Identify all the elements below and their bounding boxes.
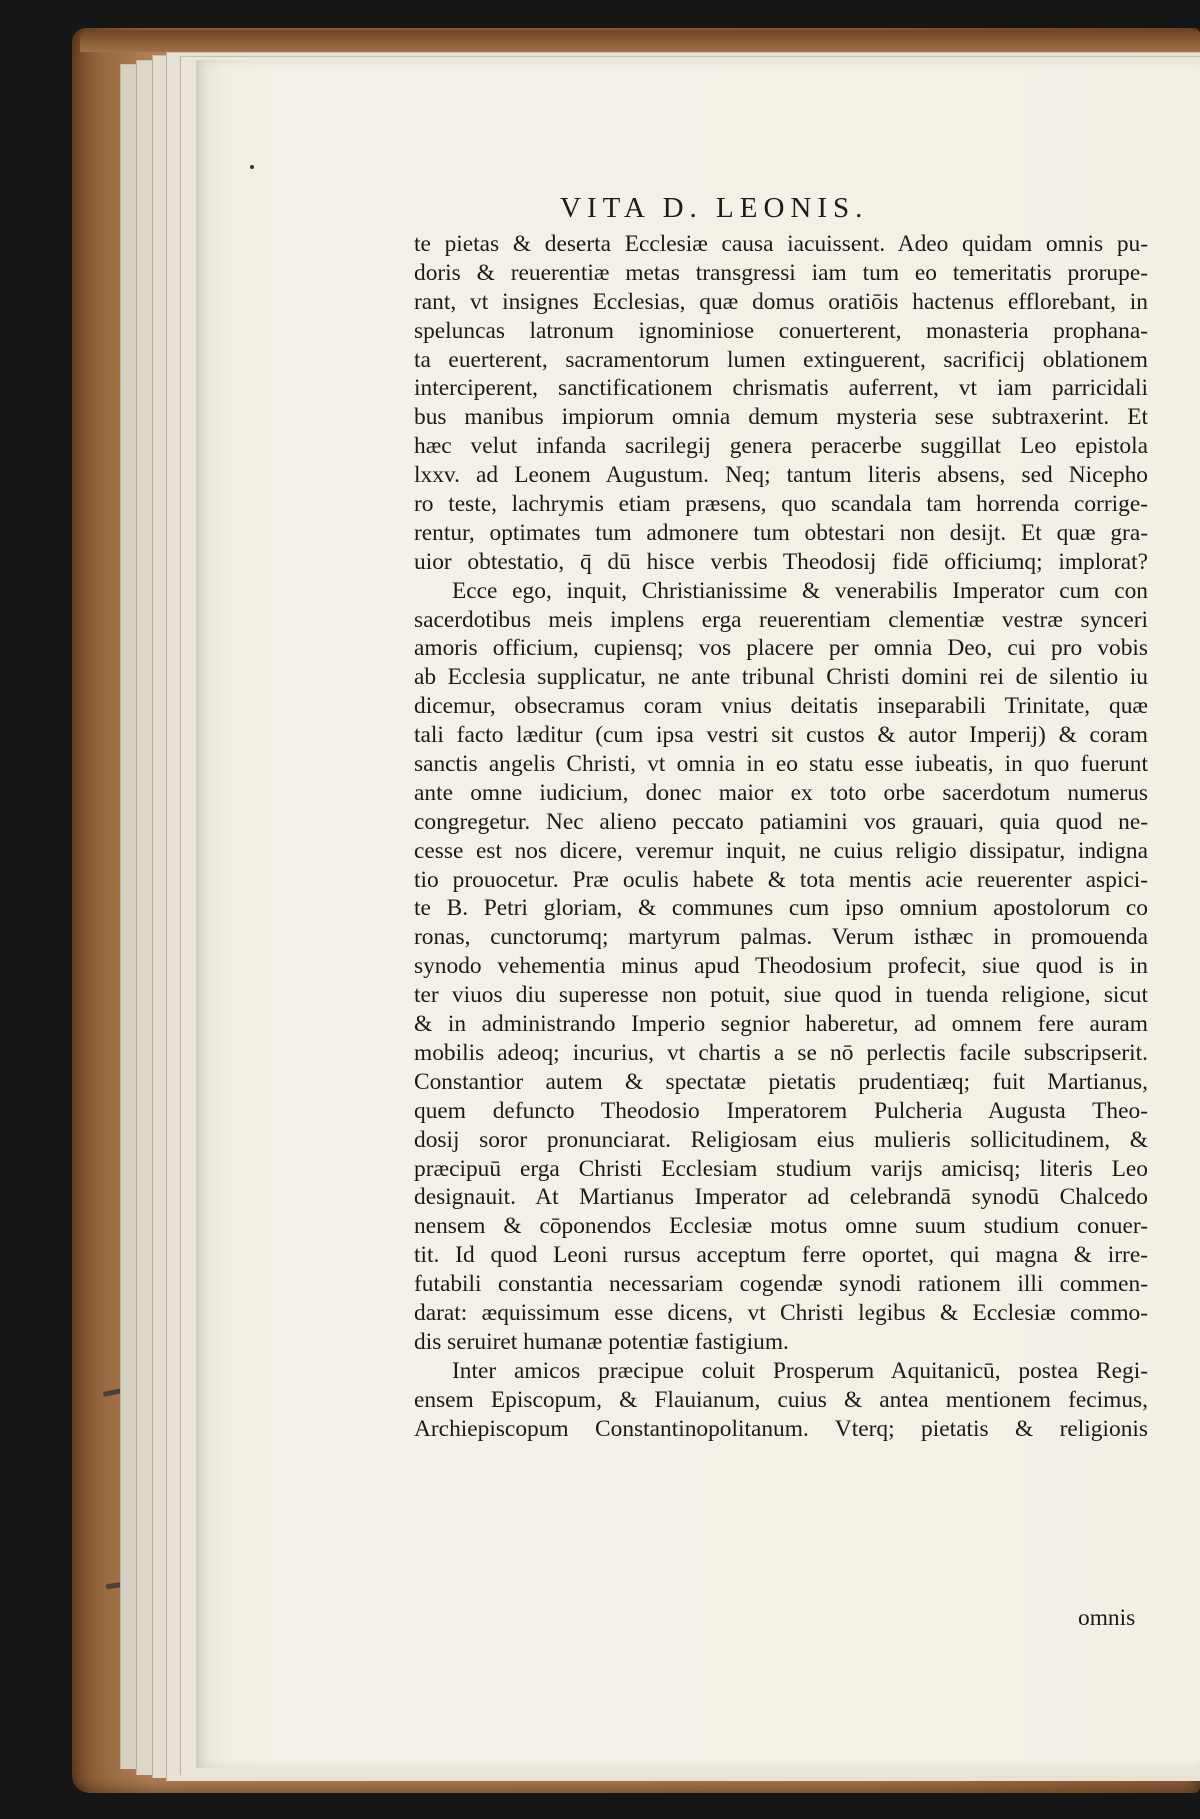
text-line: nensem & cōponendos Ecclesiæ motus omne suum studium conuer- <box>414 1213 1148 1240</box>
text-line: amoris officium, cupiensq; vos placere per omnia Deo, cui pro vobis <box>414 635 1148 662</box>
text-line: sacerdotibus meis implens erga reuerentiam clementiæ vestræ synceri <box>414 606 1148 633</box>
text-line: lxxv. ad Leonem Augustum. Neq; tantum literis absens, sed Nicepho <box>414 462 1148 489</box>
catchword: omnis <box>1078 1605 1136 1631</box>
text-line: designauit. At Martianus Imperator ad celebrandā synodū Chalcedo <box>414 1184 1148 1211</box>
text-line: te pietas & deserta Ecclesiæ causa iacuissent. Adeo quidam omnis pu- <box>414 231 1148 257</box>
text-line: quem defuncto Theodosio Imperatorem Pulcheria Augusta Theo- <box>414 1097 1148 1124</box>
text-line: Constantior autem & spectatæ pietatis prudentiæq; fuit Martianus, <box>414 1068 1148 1095</box>
text-line: ensem Episcopum, & Flauianum, cuius & antea mentionem fecimus, <box>414 1386 1148 1413</box>
text-line: rentur, optimates tum admonere tum obtestari non desijt. Et quæ gra- <box>414 519 1148 546</box>
running-head: VITA D. LEONIS. <box>560 192 869 224</box>
text-line: synodo vehementia minus apud Theodosium profecit, siue quod is in <box>414 953 1148 980</box>
text-line: tali facto læditur (cum ipsa vestri sit custos & autor Imperij) & coram <box>414 722 1148 749</box>
text-line: dis seruiret humanæ potentiæ fastigium. <box>414 1328 789 1355</box>
text-line: præcipuū erga Christi Ecclesiam studium varijs amicisq; literis Leo <box>414 1155 1148 1182</box>
text-line: bus manibus impiorum omnia demum mysteria sese subtraxerint. Et <box>414 404 1148 431</box>
text-line: interciperent, sanctificationem chrismatis auferrent, vt iam parricidali <box>414 375 1148 402</box>
text-line: & in administrando Imperio segnior haberetur, ad omnem fere auram <box>414 1011 1148 1038</box>
text-line: dosij soror pronunciarat. Religiosam eius mulieris sollicitudinem, & <box>414 1126 1148 1153</box>
text-line: hæc velut infanda sacrilegij genera peracerbe suggillat Leo epistola <box>414 433 1148 460</box>
text-line: Inter amicos præcipue coluit Prosperum Aquitanicū, postea Regi- <box>452 1357 1148 1384</box>
text-line: uior obtestatio, q̄ dū hisce verbis Theodosij fidē officiumq; implorat? <box>414 548 1148 575</box>
text-line: rant, vt insignes Ecclesias, quæ domus oratiōis hactenus efflorebant, in <box>414 288 1148 315</box>
text-line: ab Ecclesia supplicatur, ne ante tribunal Christi domini rei de silentio iu <box>414 664 1148 691</box>
text-line: te B. Petri gloriam, & communes cum ipso omnium apostolorum co <box>414 895 1148 922</box>
cover-top-edge <box>80 30 1200 52</box>
text-line: futabili constantia necessariam cogendæ synodi rationem illi commen- <box>414 1271 1148 1298</box>
text-line: tio prouocetur. Præ oculis habete & tota mentis acie reuerenter aspici- <box>414 866 1148 893</box>
text-line: Ecce ego, inquit, Christianissime & venerabilis Imperator cum con <box>452 577 1148 604</box>
text-line: Archiepiscopum Constantinopolitanum. Vterq; pietatis & religionis <box>414 1415 1148 1442</box>
text-line: darat: æquissimum esse dicens, vt Christi legibus & Ecclesiæ commo- <box>414 1299 1148 1326</box>
text-line: speluncas latronum ignominiose conuerterent, monasteria prophana- <box>414 317 1148 344</box>
text-line: cesse est nos dicere, veremur inquit, ne cuius religio dissipatur, indigna <box>414 837 1148 864</box>
text-line: tit. Id quod Leoni rursus acceptum ferre oportet, qui magna & irre- <box>414 1242 1148 1269</box>
text-line: dicemur, obsecramus coram vnius deitatis inseparabili Trinitate, quæ <box>414 693 1148 720</box>
text-line: congregetur. Nec alieno peccato patiamini vos grauari, quia quod ne- <box>414 808 1148 835</box>
text-line: mobilis adeoq; incurius, vt chartis a se nō perlectis facile subscripserit. <box>414 1039 1148 1066</box>
text-line: ronas, cunctorumq; martyrum palmas. Verum isthæc in promouenda <box>414 924 1148 951</box>
text-line: ta euerterent, sacramentorum lumen extinguerent, sacrificij oblationem <box>414 346 1148 373</box>
text-line: doris & reuerentiæ metas transgressi iam tum eo temeritatis prorupe- <box>414 259 1148 286</box>
text-line: ter viuos diu superesse non potuit, siue quod in tuenda religione, sicut <box>414 982 1148 1009</box>
body-text <box>414 230 1148 1443</box>
ink-spot <box>250 165 254 169</box>
text-line: ro teste, lachrymis etiam præsens, quo scandala tam horrenda corrige- <box>414 491 1148 518</box>
text-line: ante omne iudicium, donec maior ex toto orbe sacerdotum numerus <box>414 779 1148 806</box>
text-line: sanctis angelis Christi, vt omnia in eo statu esse iubeatis, in quo fuerunt <box>414 751 1148 778</box>
